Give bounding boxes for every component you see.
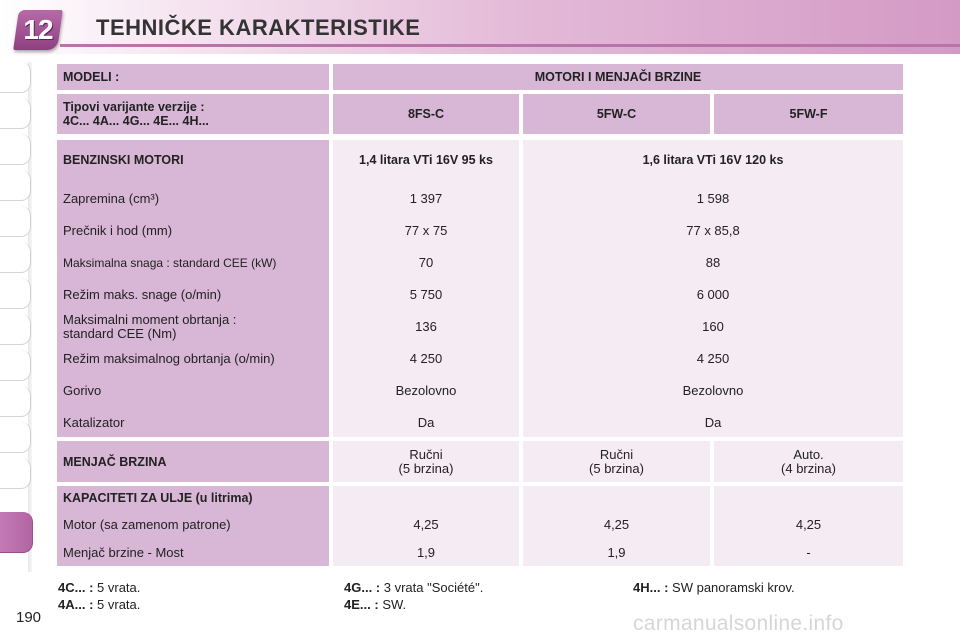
variants-label: Tipovi varijante verzije : <box>63 100 205 114</box>
side-tab-11[interactable] <box>0 422 31 453</box>
gearbox-3-type: Auto. <box>793 447 824 462</box>
watermark: carmanualsonline.info <box>633 612 844 635</box>
spec-e2-max-power: 88 <box>705 255 721 270</box>
gearbox-2-type: Ručni <box>599 447 634 462</box>
gearbox-oil-2: 1,9 <box>607 545 626 560</box>
footnote-4g-code: 4G... : <box>344 580 381 595</box>
models-label: MODELI : <box>57 64 329 90</box>
spec-label-max-torque-line1: Maksimalni moment obrtanja : <box>63 312 237 327</box>
side-tab-8[interactable] <box>0 314 31 345</box>
spec-e1-max-power-rpm: 5 750 <box>409 287 443 302</box>
side-tab-6[interactable] <box>0 242 31 273</box>
footnote-4e-text: SW. <box>382 597 407 612</box>
spec-e2-catalyst: Da <box>704 415 722 430</box>
spec-e2-max-torque-rpm: 4 250 <box>696 351 730 366</box>
side-tab-7[interactable] <box>0 278 31 309</box>
gearbox-heading: MENJAČ BRZINA <box>57 441 329 482</box>
footnote-4c-code: 4C... : <box>58 580 94 595</box>
motor-oil-label: Motor (sa zamenom patrone) <box>63 517 231 532</box>
footnote-4e <box>344 597 406 612</box>
spec-e1-max-power: 70 <box>418 255 434 270</box>
motors-gearboxes-header: MOTORI I MENJAČI BRZINE <box>333 64 903 90</box>
code-8fs-c: 8FS-C <box>333 94 519 134</box>
gearbox-cell-2 <box>523 441 710 482</box>
motor-oil-1: 4,25 <box>413 517 439 532</box>
footnote-4e-code: 4E... : <box>344 597 379 612</box>
engine-2-name: 1,6 litara VTi 16V 120 ks <box>642 153 784 167</box>
spec-e2-max-torque: 160 <box>702 319 724 334</box>
spec-e1-fuel: Bezolovno <box>395 383 457 398</box>
spec-label-displacement: Zapremina (cm³) <box>63 191 160 206</box>
gearbox-1-type: Ručni <box>409 447 443 462</box>
chapter-badge <box>13 10 63 50</box>
footnote-4h-text: SW panoramski krov. <box>672 580 795 595</box>
variants-list: 4C... 4A... 4G... 4E... 4H... <box>63 114 209 128</box>
side-tabs <box>0 62 36 582</box>
side-tab-12[interactable] <box>0 458 31 489</box>
footnote-4c <box>58 580 140 595</box>
engine-1-name: 1,4 litara VTi 16V 95 ks <box>359 153 493 167</box>
spec-e1-max-torque-rpm: 4 250 <box>409 351 443 366</box>
spec-label-fuel: Gorivo <box>63 383 102 398</box>
footnote-4a-text: 5 vrata. <box>97 597 141 612</box>
side-tab-2[interactable] <box>0 98 31 129</box>
variants-cell <box>57 94 329 134</box>
motor-oil-2: 4,25 <box>603 517 630 532</box>
side-tab-10[interactable] <box>0 386 31 417</box>
gearbox-cell-1 <box>333 441 519 482</box>
page-title: TEHNIČKE KARAKTERISTIKE <box>96 15 421 40</box>
code-5fw-f: 5FW-F <box>714 94 903 134</box>
footnote-4c-text: 5 vrata. <box>97 580 141 595</box>
footnote-4g <box>344 580 483 595</box>
side-tab-9[interactable] <box>0 350 31 381</box>
motor-oil-3: 4,25 <box>795 517 822 532</box>
side-tab-3[interactable] <box>0 134 31 165</box>
spec-e1-displacement: 1 397 <box>409 191 443 206</box>
spec-label-catalyst: Katalizator <box>63 415 125 430</box>
petrol-engines-heading: BENZINSKI MOTORI <box>63 153 184 167</box>
spec-e1-max-torque: 136 <box>415 319 437 334</box>
gearbox-oil-1: 1,9 <box>416 545 436 560</box>
spec-e1-bore-stroke: 77 x 75 <box>404 223 448 238</box>
gearbox-2-speeds: (5 brzina) <box>589 461 644 476</box>
side-tab-active-chapter-12[interactable] <box>0 512 33 553</box>
capacities-heading: KAPACITETI ZA ULJE (u litrima) <box>63 491 253 505</box>
spec-e2-displacement: 1 598 <box>696 191 730 206</box>
footnote-4g-text: 3 vrata "Société". <box>383 580 484 595</box>
spec-label-max-power: Maksimalna snaga : standard CEE (kW) <box>63 256 277 270</box>
gearbox-3-speeds: (4 brzina) <box>781 461 836 476</box>
spec-e2-bore-stroke: 77 x 85,8 <box>686 223 740 238</box>
spec-label-max-torque-rpm: Režim maksimalnog obrtanja (o/min) <box>63 351 275 366</box>
side-tab-1[interactable] <box>0 62 31 93</box>
gearbox-cell-3 <box>714 441 903 482</box>
spec-label-max-torque-line2: standard CEE (Nm) <box>63 326 177 341</box>
code-5fw-c: 5FW-C <box>523 94 710 134</box>
page-number: 190 <box>16 609 42 626</box>
spec-label-bore-stroke: Prečnik i hod (mm) <box>63 223 173 238</box>
spec-e2-fuel: Bezolovno <box>682 383 744 398</box>
chapter-number: 12 <box>23 14 53 45</box>
gearbox-oil-3: - <box>806 545 811 560</box>
side-tab-4[interactable] <box>0 170 31 201</box>
side-tab-5[interactable] <box>0 206 31 237</box>
footnote-4h <box>633 580 795 595</box>
spec-e1-catalyst: Da <box>417 415 435 430</box>
footnote-4a <box>58 597 140 612</box>
spec-e2-max-power-rpm: 6 000 <box>696 287 730 302</box>
spec-label-max-power-rpm: Režim maks. snage (o/min) <box>63 287 222 302</box>
footnote-4a-code: 4A... : <box>58 597 94 612</box>
gearbox-oil-label: Menjač brzine - Most <box>63 545 184 560</box>
footnote-4h-code: 4H... : <box>633 580 669 595</box>
gearbox-1-speeds: (5 brzina) <box>398 461 454 476</box>
